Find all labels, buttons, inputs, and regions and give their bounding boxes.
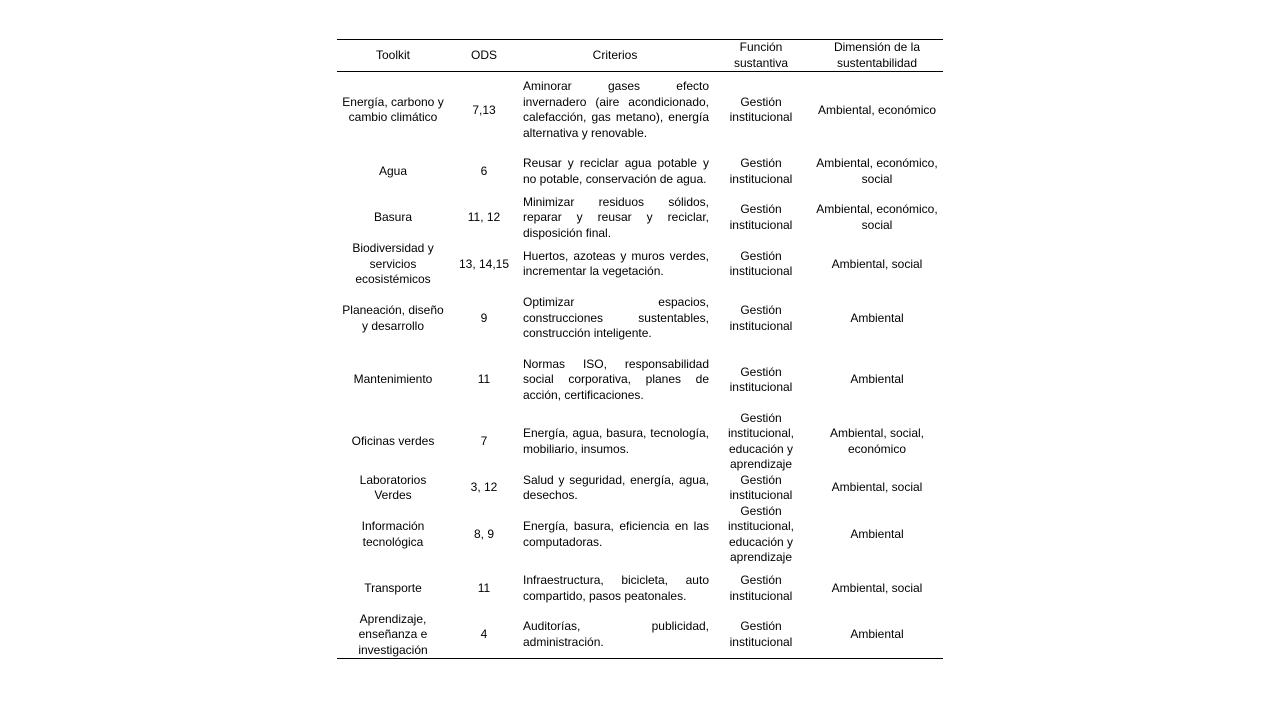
- cell-criterios: Normas ISO, responsabilidad social corporativa, planes de acción, certificaciones.: [523, 356, 709, 402]
- cell-toolkit: Laboratorios Verdes: [359, 472, 427, 502]
- cell-ods: 11: [477, 580, 491, 595]
- table-row: [337, 411, 943, 473]
- table-row: [337, 504, 943, 566]
- cell-criterios: Optimizar espacios, construcciones sustentables, construcción inteligente.: [523, 295, 709, 341]
- cell-criterios: Minimizar residuos sólidos, reparar y reusar y reciclar, disposición final.: [523, 194, 709, 240]
- cell-ods: 8, 9: [473, 526, 494, 541]
- cell-dimension: Ambiental, social: [831, 480, 923, 495]
- cell-ods: 6: [480, 163, 488, 178]
- table-body: [337, 72, 943, 659]
- table-row: [337, 149, 943, 195]
- cell-toolkit: Información tecnológica: [361, 519, 425, 549]
- cell-toolkit: Agua: [378, 163, 408, 178]
- header-funcion-sustantiva: Función sustantiva: [733, 40, 789, 70]
- cell-funcion-sustantiva: Gestión institucional: [729, 573, 793, 603]
- cell-dimension: Ambiental, social, económico: [829, 426, 925, 456]
- cell-dimension: Ambiental: [850, 627, 904, 641]
- cell-funcion-sustantiva: Gestión institucional, educación y aprendizaje: [727, 503, 795, 564]
- header-row: [337, 40, 943, 72]
- cell-ods: 11: [477, 372, 491, 387]
- cell-dimension: Ambiental, económico, social: [816, 156, 938, 186]
- cell-ods: 9: [480, 310, 488, 325]
- header-ods: ODS: [470, 47, 497, 62]
- cell-criterios: Reusar y reciclar agua potable y no potable, conservación de agua.: [523, 156, 709, 186]
- table-row: [337, 566, 943, 612]
- cell-toolkit: Aprendizaje, enseñanza e investigación: [358, 611, 428, 657]
- table-row: [337, 195, 943, 242]
- cell-toolkit: Biodiversidad y servicios ecosistémicos: [352, 241, 434, 286]
- cell-funcion-sustantiva: Gestión institucional: [729, 156, 793, 186]
- header-dimension-sustentabilidad: Dimensión de la sustentabilidad: [833, 40, 921, 70]
- cell-criterios: Energía, agua, basura, tecnología, mobiliario, insumos.: [523, 426, 709, 456]
- table-row: [337, 288, 943, 350]
- cell-dimension: Ambiental, social: [831, 256, 923, 271]
- cell-funcion-sustantiva: Gestión institucional: [729, 303, 793, 333]
- cell-toolkit: Energía, carbono y cambio climático: [342, 94, 444, 125]
- table-row: [337, 241, 943, 288]
- cell-ods: 7: [480, 433, 488, 448]
- cell-toolkit: Transporte: [364, 580, 422, 595]
- cell-criterios: Energía, basura, eficiencia en las computadoras.: [523, 519, 709, 549]
- cell-funcion-sustantiva: Gestión institucional: [729, 202, 793, 232]
- cell-funcion-sustantiva: Gestión institucional: [729, 248, 793, 279]
- cell-dimension: Ambiental: [850, 372, 904, 387]
- cell-criterios: Huertos, azoteas y muros verdes, incrementar la vegetación.: [523, 248, 709, 279]
- table-row: [337, 72, 943, 149]
- table-row: [337, 473, 943, 504]
- header-criterios: Criterios: [592, 47, 638, 62]
- cell-criterios: Salud y seguridad, energía, agua, desechos.: [523, 472, 709, 502]
- cell-criterios: Aminorar gases efecto invernadero (aire acondicionado, calefacción, gas metano), energía alternativa y renovable.: [523, 79, 709, 140]
- cell-dimension: Ambiental, económico: [817, 102, 937, 117]
- cell-dimension: Ambiental, social: [831, 580, 923, 595]
- cell-funcion-sustantiva: Gestión institucional: [729, 619, 793, 649]
- cell-dimension: Ambiental: [850, 526, 904, 541]
- cell-ods: 11, 12: [467, 210, 501, 224]
- cell-ods: 13, 14,15: [458, 256, 510, 271]
- table-row: [337, 612, 943, 659]
- cell-funcion-sustantiva: Gestión institucional: [729, 472, 793, 502]
- cell-toolkit: Mantenimiento: [353, 372, 433, 387]
- sustainability-toolkit-table: [337, 39, 943, 659]
- cell-dimension: Ambiental, económico, social: [816, 202, 938, 232]
- cell-toolkit: Planeación, diseño y desarrollo: [342, 303, 444, 333]
- sustainability-toolkit-table-container: [337, 39, 943, 659]
- cell-ods: 3, 12: [470, 480, 498, 495]
- cell-funcion-sustantiva: Gestión institucional: [729, 364, 793, 394]
- cell-funcion-sustantiva: Gestión institucional, educación y aprendizaje: [727, 410, 795, 471]
- cell-criterios: Infraestructura, bicicleta, auto compartido, pasos peatonales.: [523, 573, 709, 603]
- cell-criterios: Auditorías, publicidad, administración.: [523, 619, 709, 649]
- table-row: [337, 350, 943, 411]
- cell-toolkit: Basura: [373, 210, 413, 224]
- cell-toolkit: Oficinas verdes: [351, 433, 435, 448]
- cell-dimension: Ambiental: [850, 310, 904, 325]
- table-header: [337, 40, 943, 72]
- cell-ods: 4: [480, 627, 488, 641]
- header-toolkit: Toolkit: [375, 47, 410, 62]
- cell-funcion-sustantiva: Gestión institucional: [729, 94, 793, 125]
- cell-ods: 7,13: [472, 102, 496, 117]
